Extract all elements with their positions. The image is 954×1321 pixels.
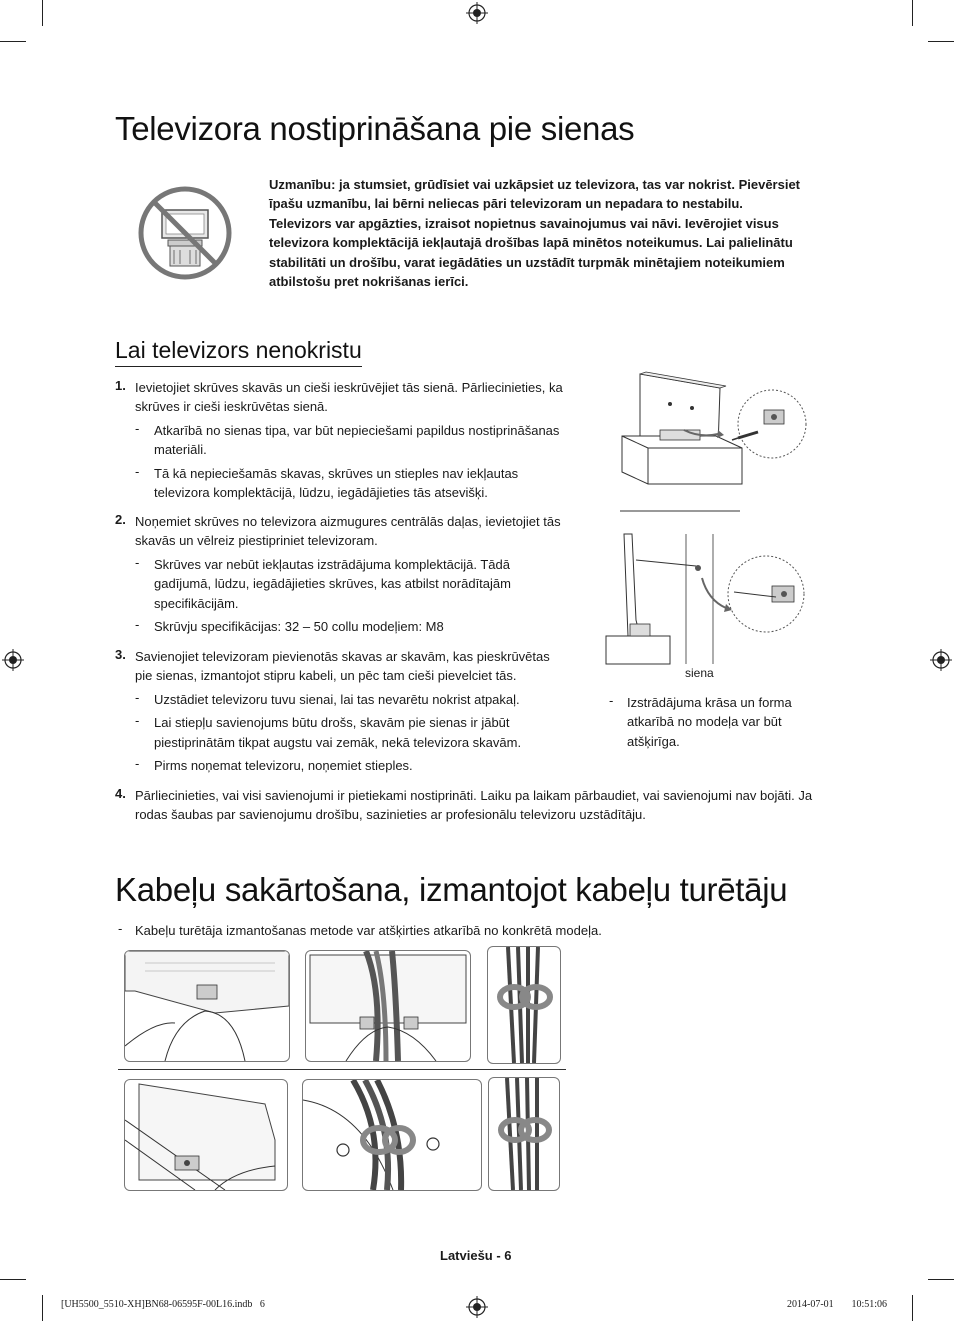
section-title-wall-mount: Televizora nostiprināšana pie sienas [115,110,635,147]
page-number: Latviešu - 6 [440,1248,512,1263]
registration-mark-icon [2,649,24,671]
step-note: - Lai stiepļu savienojums būtu drošs, skavām pie sienas ir jābūt piestiprinātām tikpat augstu vai zemāk, nekā televizora skavām. [135,713,565,752]
no-climbing-warning-icon [138,186,232,280]
step-number: 3. [115,647,126,662]
cable-holder-detail-2 [488,1077,560,1191]
figure-label-wall: siena [685,666,714,680]
crop-mark [928,1279,954,1280]
divider [118,1069,566,1070]
registration-mark-icon [930,649,952,671]
step-note-text: Skrūves var nebūt iekļautas izstrādājuma komplektācijā. Tādā gadījumā, lūdzu, iegādājieties skrūves, kas atbilst norādītajām specifikācijām. [154,556,511,611]
warning-text: Uzmanību: ja stumsiet, grūdīsiet vai uzkāpsiet uz televizora, tas var nokrist. Pievērsiet īpašu uzmanību, lai bērni neliecas pāri televizoram un nepadara to nestabilu. Televizors var apgāzties, izraisot nopietnus savainojumus vai nāvi. Ievērojiet visus televizora komplektācijā iekļautajā drošības lapā minētos noteikumus. Lai palielinātu stabilitāti un drošību, varat iegādāties un uzstādīt turpmāk minētajiem noteikumiem atbilstošu pret nokrišanas ierīci. [269,177,801,290]
step-note-text: Uzstādiet televizoru tuvu sienai, lai tas nevarētu nokrist atpakaļ. [154,691,520,707]
crop-mark [912,1295,913,1321]
step-note: - Pirms noņemat televizoru, noņemiet stieples. [135,756,565,775]
crop-mark [42,0,43,26]
wall-side-view-illustration [600,530,812,665]
crop-mark [0,41,26,42]
tv-stand-bracket-illustration [600,368,812,518]
print-file-info: [UH5500_5510-XH]BN68-06595F-00L16.indb 6 [61,1299,265,1310]
step-number: 4. [115,786,126,801]
step-note-text: Pirms noņemat televizoru, noņemiet stieples. [154,758,413,774]
step-note-text: Atkarībā no sienas tipa, var būt nepieciešami papildus nostiprināšanas materiāli. [154,422,560,458]
instruction-step [115,512,565,636]
step-note-text: Lai stiepļu savienojums būtu drošs, skavām pie sienas ir jābūt piestiprinātām tikpat augstu vai zemāk, nekā televizora skavām. [154,715,522,750]
step-text: Ievietojiet skrūves skavās un cieši ieskrūvējiet tās sienā. Pārliecinieties, ka skrūves ir cieši ieskrūvētas sienā. [135,380,563,415]
figure-note-text: Izstrādājuma krāsa un forma atkarībā no modeļa var būt atšķirīga. [627,695,792,749]
cable-note-text: Kabeļu turētāja izmantošanas metode var atšķirties atkarībā no konkrētā modeļa. [135,923,602,938]
crop-mark [42,1295,43,1321]
cable-holder-detail-1 [487,946,561,1064]
registration-mark-icon [466,2,488,24]
section-title-cable-management: Kabeļu sakārtošana, izmantojot kabeļu turētāju [115,871,788,908]
step-note: - Uzstādiet televizoru tuvu sienai, lai tas nevarētu nokrist atpakaļ. [135,690,565,709]
step-number: 2. [115,512,126,527]
step-note-text: Skrūvju specifikācijas: 32 – 50 collu modeļiem: M8 [154,619,444,635]
step-text: Savienojiet televizoram pievienotās skavas ar skavām, kas pieskrūvētas pie sienas, izmantojot stipru kabeli, un pēc tam cieši pievelciet tās. [135,649,550,684]
figure-note: - Izstrādājuma krāsa un forma atkarībā no modeļa var būt atšķirīga. [609,693,809,751]
step-number: 1. [115,378,126,393]
cable-step-1-illustration [124,950,290,1062]
registration-mark-icon [466,1296,488,1318]
cable-note: - Kabeļu turētāja izmantošanas metode var atšķirties atkarībā no konkrētā modeļa. [118,921,718,940]
step-note-text: Tā kā nepieciešamās skavas, skrūves un stieples nav iekļautas televizora komplektācijā, lūdzu, iegādājieties tās atsevišķi. [154,465,519,501]
crop-mark [912,0,913,26]
instruction-step [115,647,565,775]
crop-mark [0,1279,26,1280]
instruction-step [115,378,565,502]
cable-step-4-illustration [302,1079,482,1191]
section-title-prevent-falling: Lai televizors nenokristu [115,337,362,367]
step-text: Pārliecinieties, vai visi savienojumi ir pietiekami nostiprināti. Laiku pa laikam pārbaudiet, vai savienojumi nav bojāti. Ja rodas šaubas par savienojumu drošību, sazinieties ar profesionālu televizoru uzstādītāju. [135,788,813,823]
cable-step-3-illustration [124,1079,288,1191]
step-note: - Atkarībā no sienas tipa, var būt nepieciešami papildus nostiprināšanas materiāli. [135,421,565,460]
crop-mark [928,41,954,42]
cable-step-2-illustration [305,950,471,1062]
print-timestamp: 2014-07-01   10:51:06 [787,1299,887,1310]
instruction-step [115,786,840,825]
step-note: - Tā kā nepieciešamās skavas, skrūves un stieples nav iekļautas televizora komplektācijā, lūdzu, iegādājieties tās atsevišķi. [135,464,565,503]
step-note: - Skrūvju specifikācijas: 32 – 50 collu modeļiem: M8 [135,617,565,636]
step-text: Noņemiet skrūves no televizora aizmugures centrālās daļas, ievietojiet tās skavās un vēlreiz piestipriniet televizoram. [135,514,561,549]
step-note: - Skrūves var nebūt iekļautas izstrādājuma komplektācijā. Tādā gadījumā, lūdzu, iegādājieties skrūves, kas atbilst norādītajām specifikācijām. [135,555,565,613]
